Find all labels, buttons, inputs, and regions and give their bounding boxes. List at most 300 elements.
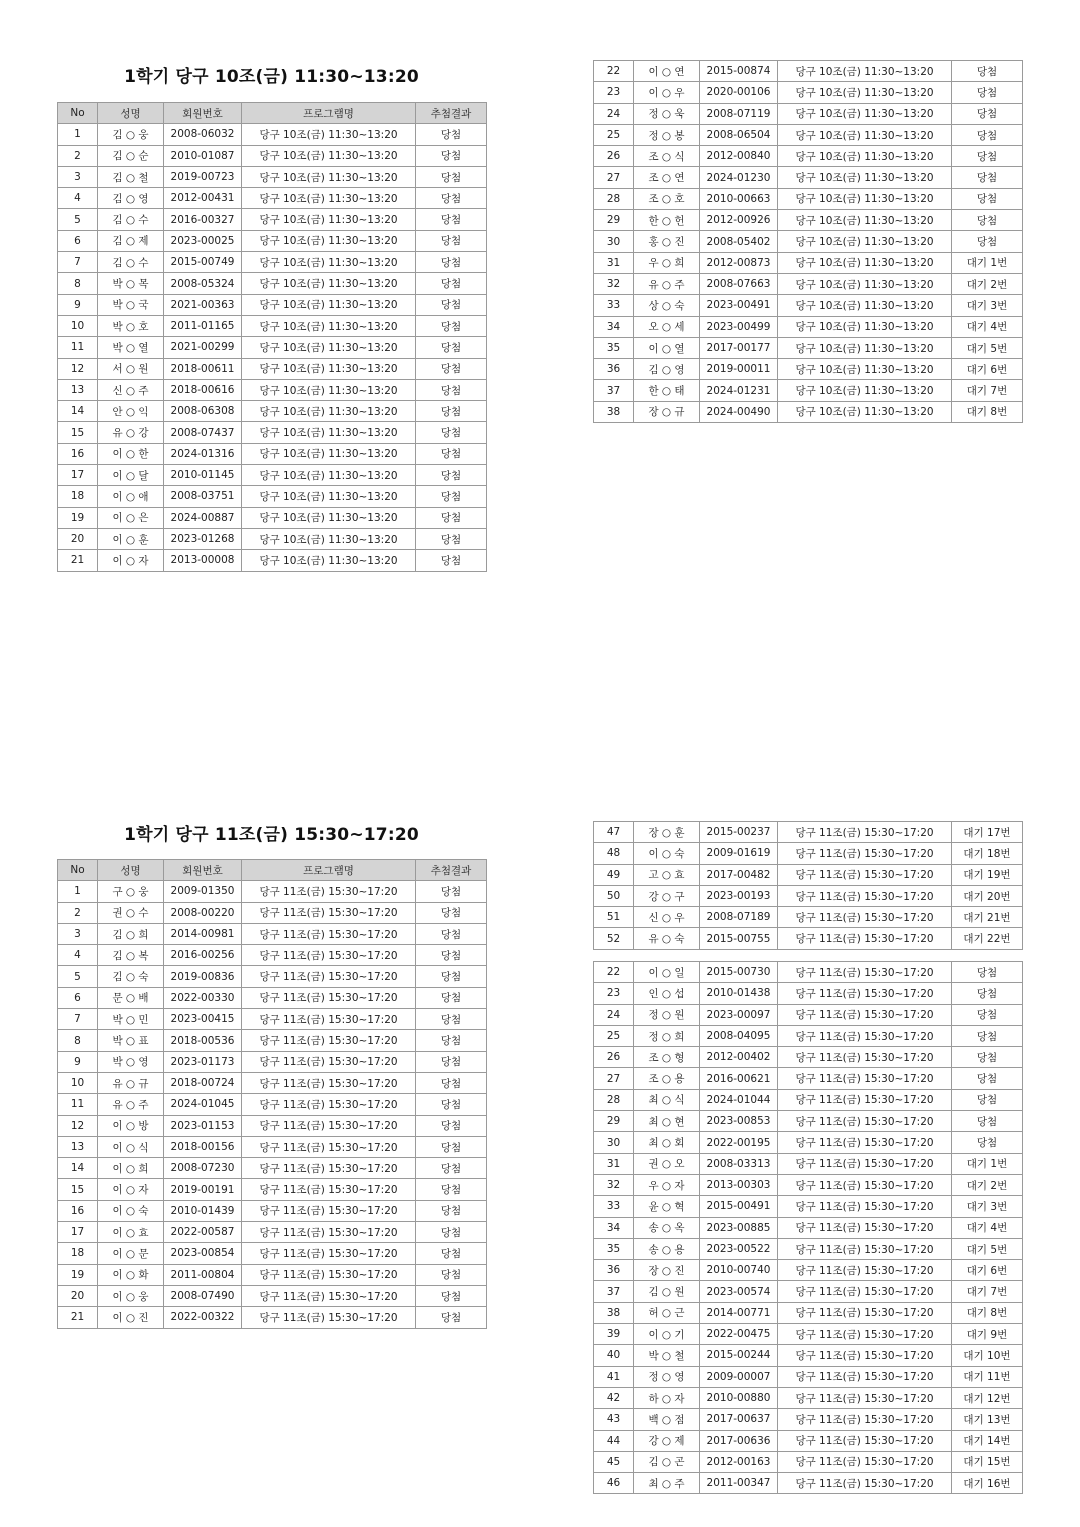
member-name: 구 ○ 웅 — [98, 881, 164, 902]
member-name: 최 ○ 회 — [634, 1132, 700, 1153]
table-row — [58, 1136, 487, 1157]
member-id: 2024-01230 — [700, 167, 778, 188]
member-name: 조 ○ 호 — [634, 188, 700, 209]
row-no: 16 — [58, 1200, 98, 1221]
member-name: 이 ○ 화 — [98, 1264, 164, 1285]
member-name: 우 ○ 희 — [634, 252, 700, 273]
row-no: 52 — [594, 928, 634, 949]
member-name: 신 ○ 우 — [634, 907, 700, 928]
row-no: 35 — [594, 1238, 634, 1259]
member-name: 하 ○ 자 — [634, 1387, 700, 1408]
draw-result: 당첨 — [416, 1115, 487, 1136]
row-no: 49 — [594, 864, 634, 885]
row-no: 39 — [594, 1324, 634, 1345]
member-id: 2023-01173 — [164, 1051, 242, 1072]
program-name: 당구 10조(금) 11:30~13:20 — [242, 230, 416, 251]
table-row — [58, 966, 487, 987]
row-no: 26 — [594, 1047, 634, 1068]
member-id: 2008-00220 — [164, 902, 242, 923]
program-name: 당구 11조(금) 15:30~17:20 — [778, 907, 952, 928]
member-id: 2011-01165 — [164, 315, 242, 336]
program-name: 당구 11조(금) 15:30~17:20 — [778, 1324, 952, 1345]
draw-result: 당첨 — [416, 145, 487, 166]
member-name: 최 ○ 식 — [634, 1089, 700, 1110]
program-name: 당구 11조(금) 15:30~17:20 — [778, 1174, 952, 1195]
program-name: 당구 11조(금) 15:30~17:20 — [242, 1094, 416, 1115]
group10-title: 1학기 당구 10조(금) 11:30~13:20 — [124, 67, 419, 87]
member-name: 강 ○ 구 — [634, 885, 700, 906]
member-id: 2023-00097 — [700, 1004, 778, 1025]
member-name: 정 ○ 욱 — [634, 103, 700, 124]
member-id: 2010-01087 — [164, 145, 242, 166]
member-name: 이 ○ 문 — [98, 1243, 164, 1264]
program-name: 당구 11조(금) 15:30~17:20 — [778, 1004, 952, 1025]
program-name: 당구 11조(금) 15:30~17:20 — [778, 1132, 952, 1153]
member-id: 2010-01145 — [164, 465, 242, 486]
table-row — [58, 1285, 487, 1306]
row-no: 28 — [594, 188, 634, 209]
member-id: 2023-00854 — [164, 1243, 242, 1264]
member-name: 강 ○ 제 — [634, 1430, 700, 1451]
member-id: 2017-00177 — [700, 337, 778, 358]
table-row — [594, 1196, 1023, 1217]
member-name: 인 ○ 섭 — [634, 983, 700, 1004]
member-name: 권 ○ 오 — [634, 1153, 700, 1174]
draw-result: 당첨 — [416, 1200, 487, 1221]
draw-result: 당첨 — [952, 1025, 1023, 1046]
program-name: 당구 11조(금) 15:30~17:20 — [778, 1089, 952, 1110]
table-row — [594, 146, 1023, 167]
member-name: 우 ○ 자 — [634, 1174, 700, 1195]
draw-result: 당첨 — [416, 486, 487, 507]
member-name: 장 ○ 규 — [634, 401, 700, 422]
table-row — [58, 188, 487, 209]
draw-result: 대기 10번 — [952, 1345, 1023, 1366]
draw-result: 당첨 — [416, 1072, 487, 1093]
table-row — [58, 902, 487, 923]
row-no: 2 — [58, 145, 98, 166]
program-name: 당구 10조(금) 11:30~13:20 — [242, 507, 416, 528]
program-name: 당구 10조(금) 11:30~13:20 — [242, 443, 416, 464]
row-no: 8 — [58, 1030, 98, 1051]
draw-result: 대기 15번 — [952, 1451, 1023, 1472]
member-id: 2008-05324 — [164, 273, 242, 294]
program-name: 당구 11조(금) 15:30~17:20 — [242, 1072, 416, 1093]
draw-result: 대기 22번 — [952, 928, 1023, 949]
member-id: 2015-00491 — [700, 1196, 778, 1217]
member-name: 유 ○ 숙 — [634, 928, 700, 949]
program-name: 당구 10조(금) 11:30~13:20 — [778, 252, 952, 273]
member-id: 2023-00193 — [700, 885, 778, 906]
table-row — [594, 252, 1023, 273]
draw-result: 대기 4번 — [952, 1217, 1023, 1238]
member-name: 장 ○ 진 — [634, 1260, 700, 1281]
draw-result: 당첨 — [952, 188, 1023, 209]
row-no: 50 — [594, 885, 634, 906]
program-name: 당구 10조(금) 11:30~13:20 — [778, 295, 952, 316]
member-id: 2023-01268 — [164, 528, 242, 549]
member-name: 박 ○ 호 — [98, 315, 164, 336]
member-name: 허 ○ 근 — [634, 1302, 700, 1323]
member-id: 2022-00475 — [700, 1324, 778, 1345]
member-name: 김 ○ 철 — [98, 166, 164, 187]
table-row — [594, 1132, 1023, 1153]
row-no: 36 — [594, 359, 634, 380]
row-no: 30 — [594, 231, 634, 252]
program-name: 당구 10조(금) 11:30~13:20 — [242, 550, 416, 571]
member-name: 김 ○ 수 — [98, 252, 164, 273]
member-id: 2016-00256 — [164, 945, 242, 966]
row-no: 38 — [594, 1302, 634, 1323]
member-name: 정 ○ 봉 — [634, 124, 700, 145]
table-row — [58, 987, 487, 1008]
member-id: 2008-03751 — [164, 486, 242, 507]
member-id: 2024-00490 — [700, 401, 778, 422]
table-row — [58, 1009, 487, 1030]
member-id: 2020-00106 — [700, 82, 778, 103]
program-name: 당구 10조(금) 11:30~13:20 — [242, 315, 416, 336]
header-no: No — [58, 103, 98, 124]
table-row — [58, 1307, 487, 1328]
table-row — [594, 103, 1023, 124]
row-no: 31 — [594, 252, 634, 273]
row-no: 15 — [58, 422, 98, 443]
row-no: 7 — [58, 1009, 98, 1030]
table-row — [58, 358, 487, 379]
program-name: 당구 11조(금) 15:30~17:20 — [778, 1111, 952, 1132]
member-name: 홍 ○ 진 — [634, 231, 700, 252]
member-id: 2008-04095 — [700, 1025, 778, 1046]
member-id: 2023-00574 — [700, 1281, 778, 1302]
member-name: 신 ○ 주 — [98, 379, 164, 400]
draw-result: 당첨 — [952, 1004, 1023, 1025]
draw-result: 대기 20번 — [952, 885, 1023, 906]
draw-result: 당첨 — [416, 188, 487, 209]
table-row — [58, 1264, 487, 1285]
row-no: 41 — [594, 1366, 634, 1387]
table-row — [58, 550, 487, 571]
draw-result: 당첨 — [952, 210, 1023, 231]
row-no: 36 — [594, 1260, 634, 1281]
member-id: 2023-00885 — [700, 1217, 778, 1238]
draw-result: 당첨 — [416, 1136, 487, 1157]
program-name: 당구 11조(금) 15:30~17:20 — [242, 1222, 416, 1243]
program-name: 당구 11조(금) 15:30~17:20 — [778, 928, 952, 949]
row-no: 34 — [594, 1217, 634, 1238]
table-row — [594, 401, 1023, 422]
member-name: 조 ○ 용 — [634, 1068, 700, 1089]
row-no: 48 — [594, 843, 634, 864]
table-row — [58, 124, 487, 145]
row-no: 47 — [594, 822, 634, 843]
table-row — [594, 928, 1023, 949]
table-row — [594, 1047, 1023, 1068]
table-row — [58, 1072, 487, 1093]
draw-result: 당첨 — [416, 1094, 487, 1115]
member-id: 2011-00347 — [700, 1473, 778, 1494]
member-name: 유 ○ 강 — [98, 422, 164, 443]
member-id: 2008-07119 — [700, 103, 778, 124]
member-id: 2008-07230 — [164, 1158, 242, 1179]
header-name: 성명 — [98, 860, 164, 881]
member-name: 송 ○ 용 — [634, 1238, 700, 1259]
table-row — [594, 1451, 1023, 1472]
draw-result: 대기 6번 — [952, 359, 1023, 380]
draw-result: 당첨 — [416, 294, 487, 315]
row-no: 33 — [594, 1196, 634, 1217]
member-name: 안 ○ 익 — [98, 401, 164, 422]
member-id: 2008-03313 — [700, 1153, 778, 1174]
table-row — [58, 528, 487, 549]
table-row — [594, 1281, 1023, 1302]
table-row — [58, 1200, 487, 1221]
row-no: 27 — [594, 1068, 634, 1089]
table-row — [594, 380, 1023, 401]
member-name: 박 ○ 열 — [98, 337, 164, 358]
row-no: 19 — [58, 507, 98, 528]
group10-right-table — [593, 60, 1023, 423]
table-row — [58, 145, 487, 166]
row-no: 37 — [594, 380, 634, 401]
member-id: 2008-06308 — [164, 401, 242, 422]
member-id: 2011-00804 — [164, 1264, 242, 1285]
member-name: 최 ○ 현 — [634, 1111, 700, 1132]
draw-result: 대기 3번 — [952, 1196, 1023, 1217]
program-name: 당구 11조(금) 15:30~17:20 — [778, 1409, 952, 1430]
table-row — [594, 1260, 1023, 1281]
table-row — [58, 486, 487, 507]
table-row — [594, 907, 1023, 928]
member-name: 오 ○ 세 — [634, 316, 700, 337]
member-id: 2008-06032 — [164, 124, 242, 145]
member-id: 2017-00636 — [700, 1430, 778, 1451]
row-no: 21 — [58, 550, 98, 571]
program-name: 당구 11조(금) 15:30~17:20 — [778, 1047, 952, 1068]
table-row — [58, 1094, 487, 1115]
draw-result: 당첨 — [952, 103, 1023, 124]
program-name: 당구 11조(금) 15:30~17:20 — [242, 966, 416, 987]
draw-result: 당첨 — [416, 124, 487, 145]
draw-result: 당첨 — [416, 1264, 487, 1285]
table-row — [594, 1068, 1023, 1089]
table-row — [58, 1222, 487, 1243]
program-name: 당구 11조(금) 15:30~17:20 — [778, 1387, 952, 1408]
member-id: 2012-00873 — [700, 252, 778, 273]
program-name: 당구 11조(금) 15:30~17:20 — [778, 843, 952, 864]
program-name: 당구 11조(금) 15:30~17:20 — [242, 1264, 416, 1285]
draw-result: 대기 7번 — [952, 380, 1023, 401]
program-name: 당구 10조(금) 11:30~13:20 — [778, 61, 952, 82]
member-name: 정 ○ 원 — [634, 1004, 700, 1025]
member-name: 김 ○ 웅 — [98, 124, 164, 145]
member-name: 박 ○ 국 — [98, 294, 164, 315]
row-no: 26 — [594, 146, 634, 167]
draw-result: 당첨 — [416, 550, 487, 571]
draw-result: 대기 19번 — [952, 864, 1023, 885]
draw-result: 당첨 — [416, 337, 487, 358]
member-name: 박 ○ 목 — [98, 273, 164, 294]
table-row — [58, 1158, 487, 1179]
table-row — [58, 881, 487, 902]
row-no: 33 — [594, 295, 634, 316]
program-name: 당구 11조(금) 15:30~17:20 — [242, 1285, 416, 1306]
table-row — [594, 843, 1023, 864]
member-id: 2018-00616 — [164, 379, 242, 400]
member-id: 2016-00327 — [164, 209, 242, 230]
member-id: 2018-00156 — [164, 1136, 242, 1157]
member-id: 2012-00431 — [164, 188, 242, 209]
draw-result: 대기 1번 — [952, 1153, 1023, 1174]
row-no: 7 — [58, 252, 98, 273]
draw-result: 당첨 — [416, 443, 487, 464]
member-id: 2008-06504 — [700, 124, 778, 145]
member-id: 2015-00755 — [700, 928, 778, 949]
row-no: 12 — [58, 1115, 98, 1136]
program-name: 당구 11조(금) 15:30~17:20 — [778, 983, 952, 1004]
row-no: 28 — [594, 1089, 634, 1110]
header-member-id: 회원번호 — [164, 860, 242, 881]
member-name: 유 ○ 주 — [98, 1094, 164, 1115]
member-name: 이 ○ 숙 — [634, 843, 700, 864]
member-name: 정 ○ 영 — [634, 1366, 700, 1387]
program-name: 당구 11조(금) 15:30~17:20 — [242, 1243, 416, 1264]
member-id: 2023-00853 — [700, 1111, 778, 1132]
program-name: 당구 11조(금) 15:30~17:20 — [242, 1179, 416, 1200]
draw-result: 당첨 — [416, 966, 487, 987]
row-no: 13 — [58, 379, 98, 400]
draw-result: 당첨 — [952, 61, 1023, 82]
draw-result: 당첨 — [416, 1158, 487, 1179]
member-id: 2012-00926 — [700, 210, 778, 231]
draw-result: 당첨 — [952, 124, 1023, 145]
header-program: 프로그램명 — [242, 103, 416, 124]
member-id: 2008-07663 — [700, 273, 778, 294]
member-name: 이 ○ 자 — [98, 1179, 164, 1200]
member-name: 김 ○ 제 — [98, 230, 164, 251]
member-id: 2023-00491 — [700, 295, 778, 316]
table-row — [594, 167, 1023, 188]
draw-result: 대기 5번 — [952, 337, 1023, 358]
table-row — [594, 273, 1023, 294]
draw-result: 당첨 — [952, 146, 1023, 167]
row-no: 14 — [58, 1158, 98, 1179]
draw-result: 당첨 — [416, 166, 487, 187]
program-name: 당구 10조(금) 11:30~13:20 — [242, 124, 416, 145]
program-name: 당구 10조(금) 11:30~13:20 — [242, 166, 416, 187]
row-no: 8 — [58, 273, 98, 294]
member-id: 2017-00482 — [700, 864, 778, 885]
member-id: 2010-00880 — [700, 1387, 778, 1408]
row-no: 40 — [594, 1345, 634, 1366]
table-row — [58, 1179, 487, 1200]
program-name: 당구 11조(금) 15:30~17:20 — [778, 1473, 952, 1494]
program-name: 당구 11조(금) 15:30~17:20 — [778, 885, 952, 906]
program-name: 당구 11조(금) 15:30~17:20 — [778, 1451, 952, 1472]
table-row — [594, 1174, 1023, 1195]
member-id: 2022-00587 — [164, 1222, 242, 1243]
draw-result: 당첨 — [952, 82, 1023, 103]
table-row — [58, 209, 487, 230]
member-name: 조 ○ 형 — [634, 1047, 700, 1068]
draw-result: 당첨 — [416, 230, 487, 251]
table-row — [594, 1302, 1023, 1323]
row-no: 9 — [58, 1051, 98, 1072]
draw-result: 당첨 — [416, 1243, 487, 1264]
table-row — [58, 252, 487, 273]
member-name: 박 ○ 영 — [98, 1051, 164, 1072]
row-no: 18 — [58, 1243, 98, 1264]
program-name: 당구 10조(금) 11:30~13:20 — [242, 337, 416, 358]
table-row — [58, 443, 487, 464]
row-no: 13 — [58, 1136, 98, 1157]
program-name: 당구 10조(금) 11:30~13:20 — [778, 231, 952, 252]
member-id: 2010-01439 — [164, 1200, 242, 1221]
program-name: 당구 10조(금) 11:30~13:20 — [778, 124, 952, 145]
draw-result: 당첨 — [952, 1111, 1023, 1132]
member-id: 2009-01619 — [700, 843, 778, 864]
draw-result: 당첨 — [416, 358, 487, 379]
member-id: 2012-00402 — [700, 1047, 778, 1068]
member-id: 2021-00299 — [164, 337, 242, 358]
member-name: 이 ○ 식 — [98, 1136, 164, 1157]
table-row — [594, 1238, 1023, 1259]
member-name: 이 ○ 우 — [634, 82, 700, 103]
table-row — [594, 1473, 1023, 1494]
member-name: 김 ○ 원 — [634, 1281, 700, 1302]
member-id: 2013-00303 — [700, 1174, 778, 1195]
draw-result: 당첨 — [952, 1089, 1023, 1110]
table-row — [594, 124, 1023, 145]
program-name: 당구 11조(금) 15:30~17:20 — [242, 1136, 416, 1157]
row-no: 46 — [594, 1473, 634, 1494]
program-name: 당구 10조(금) 11:30~13:20 — [778, 359, 952, 380]
row-no: 21 — [58, 1307, 98, 1328]
row-no: 30 — [594, 1132, 634, 1153]
member-id: 2019-00011 — [700, 359, 778, 380]
row-no: 22 — [594, 962, 634, 983]
member-name: 이 ○ 일 — [634, 962, 700, 983]
member-name: 김 ○ 희 — [98, 923, 164, 944]
table-row — [594, 1111, 1023, 1132]
program-name: 당구 11조(금) 15:30~17:20 — [778, 1196, 952, 1217]
table-row — [594, 1366, 1023, 1387]
program-name: 당구 11조(금) 15:30~17:20 — [778, 1281, 952, 1302]
draw-result: 대기 6번 — [952, 1260, 1023, 1281]
member-name: 김 ○ 수 — [98, 209, 164, 230]
member-name: 박 ○ 철 — [634, 1345, 700, 1366]
table-row — [58, 315, 487, 336]
table-row — [58, 379, 487, 400]
program-name: 당구 11조(금) 15:30~17:20 — [242, 881, 416, 902]
member-name: 조 ○ 연 — [634, 167, 700, 188]
row-no: 32 — [594, 273, 634, 294]
row-no: 4 — [58, 188, 98, 209]
draw-result: 대기 8번 — [952, 401, 1023, 422]
program-name: 당구 10조(금) 11:30~13:20 — [778, 337, 952, 358]
member-name: 이 ○ 웅 — [98, 1285, 164, 1306]
row-no: 11 — [58, 337, 98, 358]
member-id: 2015-00244 — [700, 1345, 778, 1366]
member-id: 2018-00724 — [164, 1072, 242, 1093]
row-no: 25 — [594, 1025, 634, 1046]
program-name: 당구 11조(금) 15:30~17:20 — [778, 1025, 952, 1046]
member-id: 2008-07437 — [164, 422, 242, 443]
member-name: 이 ○ 훈 — [98, 528, 164, 549]
header-result: 추첨결과 — [416, 860, 487, 881]
member-id: 2008-07189 — [700, 907, 778, 928]
draw-result: 당첨 — [416, 252, 487, 273]
program-name: 당구 11조(금) 15:30~17:20 — [778, 1302, 952, 1323]
